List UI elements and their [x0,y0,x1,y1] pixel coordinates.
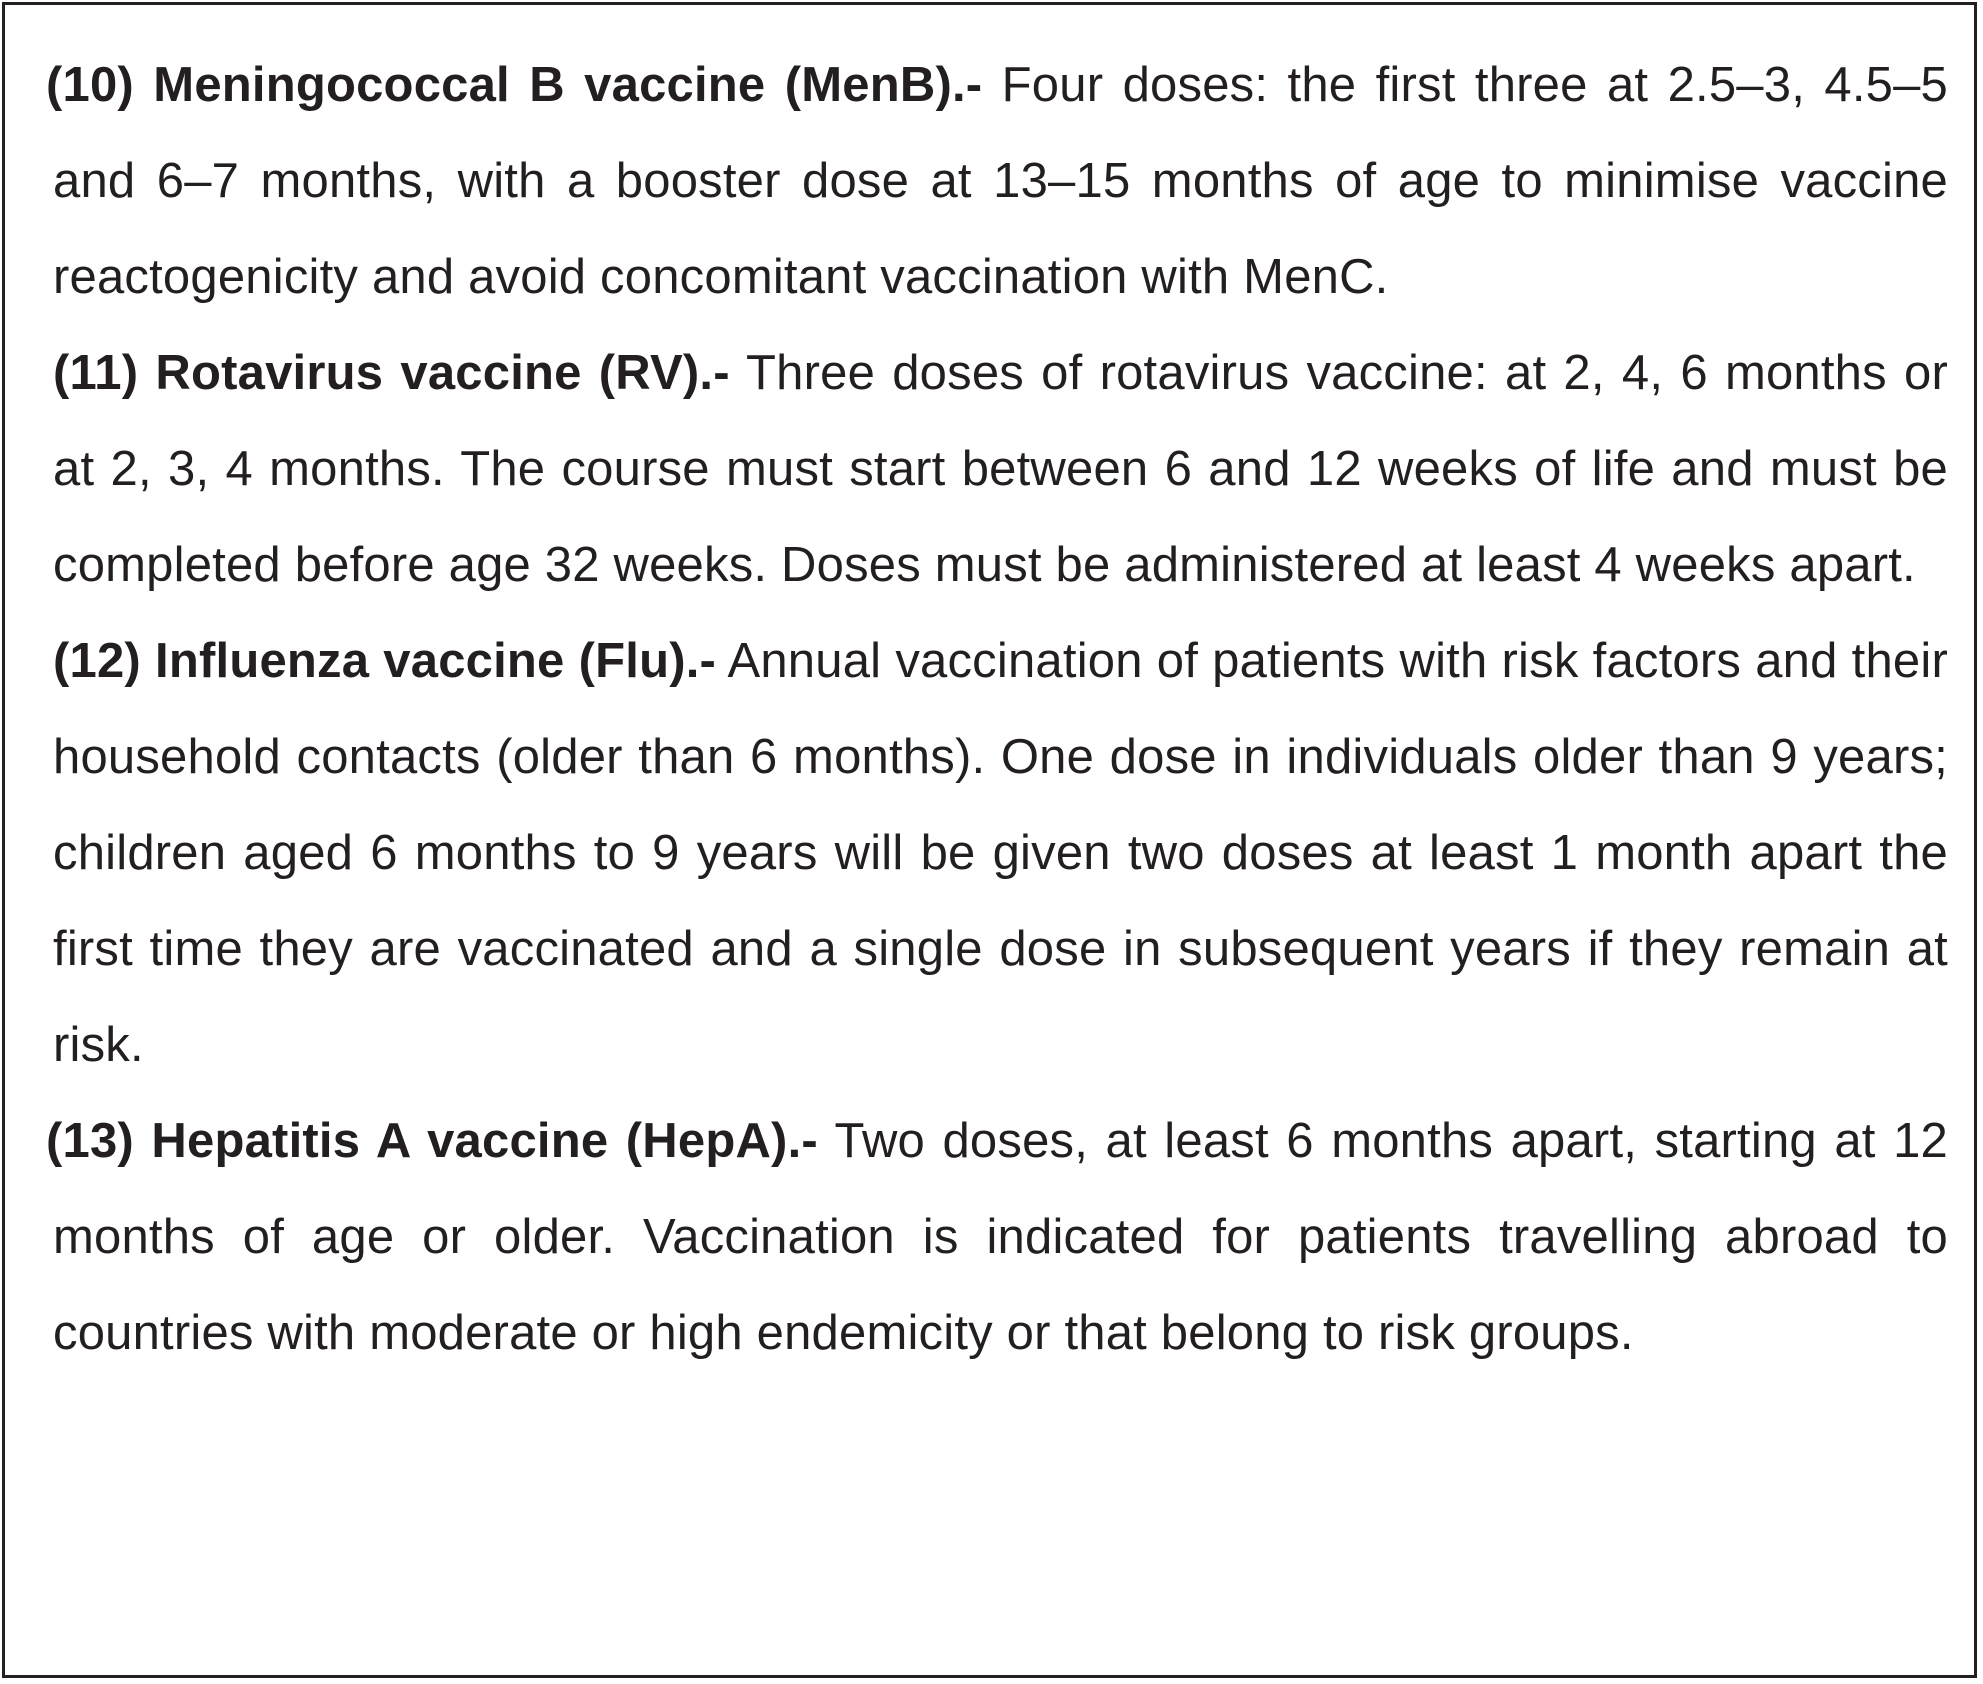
entry-heading: (13) Hepatitis A vaccine (HepA).- [46,1114,818,1168]
entry-text: Annual vaccination of patients with risk factors and their household contacts (older than 6 months). One dose in individuals older than 9 years; children aged 6 months to 9 years will be given two doses at least 1 month apart the first time they are vaccinated and a single dose in subsequent years if they remain at risk. [53,634,1948,1072]
entry-text: Two doses, at least 6 months apart, starting at 12 months of age or older. Vaccination is indicated for patients travelling abroad to countries with moderate or high endemicity or that belong to risk groups. [53,1114,1948,1360]
entry-menb [46,37,1948,325]
entry-heading: (12) Influenza vaccine (Flu).- [53,634,717,688]
entry-text: Three doses of rotavirus vaccine: at 2, 4, 6 months or at 2, 3, 4 months. The course must start between 6 and 12 weeks of life and must be completed before age 32 weeks. Doses must be administered at least 4 weeks apart. [53,346,1948,592]
entry-heading: (10) Meningococcal B vaccine (MenB).- [46,58,983,112]
entry-heading: (11) Rotavirus vaccine (RV).- [53,346,730,400]
vaccine-notes [46,37,1948,1381]
entry-rv [53,325,1948,613]
entry-hepa [46,1093,1948,1381]
document-frame [2,2,1977,1678]
entry-flu [53,613,1948,1093]
entry-text: Four doses: the first three at 2.5–3, 4.5–5 and 6–7 months, with a booster dose at 13–15 months of age to minimise vaccine reactogenicity and avoid concomitant vaccination with MenC. [53,58,1948,304]
